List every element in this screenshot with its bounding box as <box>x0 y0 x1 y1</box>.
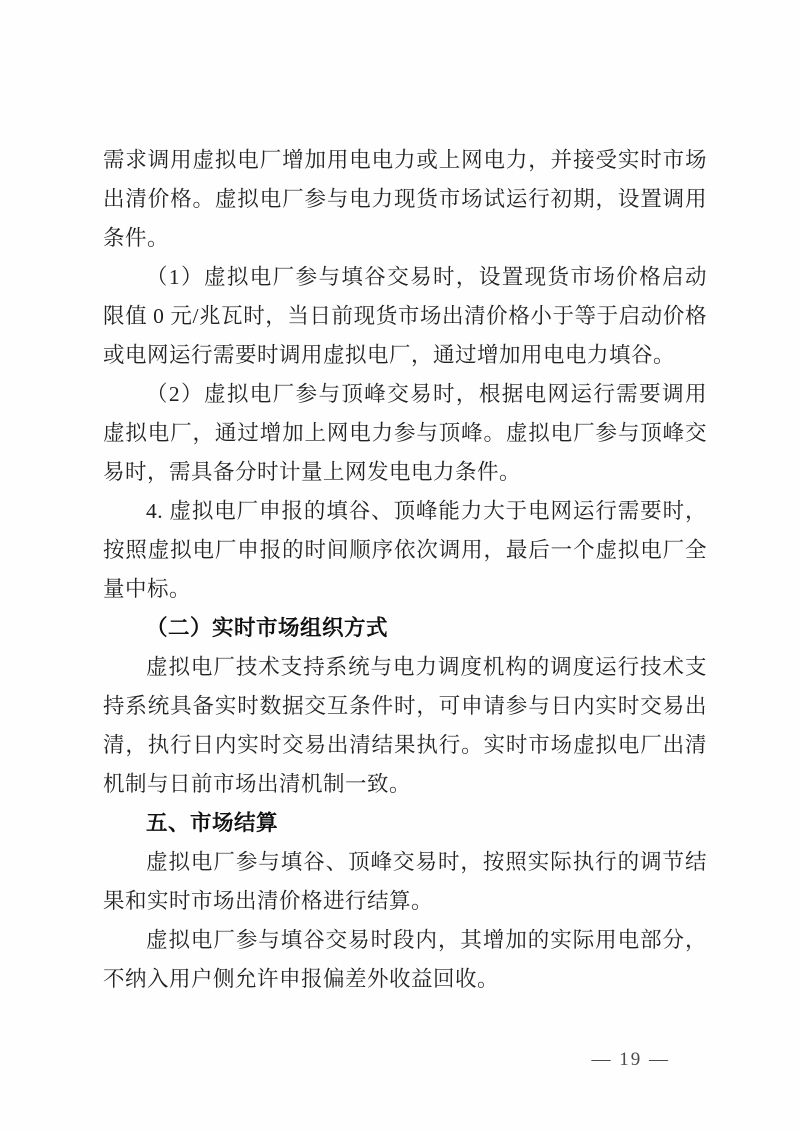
body-paragraph-realtime-market: 虚拟电厂技术支持系统与电力调度机构的调度运行技术支持系统具备实时数据交互条件时，可申请参与日内实时交易出清，执行日内实时交易出清结果执行。实时市场虚拟电厂出清机制与日前市场出清机制一致。 <box>103 655 707 796</box>
page-number: — 19 — <box>591 1049 670 1070</box>
body-paragraph-item-2: （2）虚拟电厂参与顶峰交易时，根据电网运行需要调用虚拟电厂，通过增加上网电力参与顶峰。虚拟电厂参与顶峰交易时，需具备分时计量上网发电电力条件。 <box>103 382 707 484</box>
body-paragraph-item-1: （1）虚拟电厂参与填谷交易时，设置现货市场价格启动限值 0 元/兆瓦时，当日前现货市场出清价格小于等于启动价格或电网运行需要时调用虚拟电厂，通过增加用电电力填谷。 <box>103 265 707 367</box>
document-body <box>103 141 707 999</box>
body-paragraph-settlement-1: 虚拟电厂参与填谷、顶峰交易时，按照实际执行的调节结果和实时市场出清价格进行结算。 <box>103 850 707 913</box>
body-paragraph-item-4: 4. 虚拟电厂申报的填谷、顶峰能力大于电网运行需要时，按照虚拟电厂申报的时间顺序依次调用，最后一个虚拟电厂全量中标。 <box>103 499 707 601</box>
section-heading-realtime-market: （二）实时市场组织方式 <box>146 616 389 640</box>
section-heading-market-settlement: 五、市场结算 <box>146 811 279 835</box>
body-paragraph-continuation: 需求调用虚拟电厂增加用电电力或上网电力，并接受实时市场出清价格。虚拟电厂参与电力现货市场试运行初期，设置调用条件。 <box>103 148 707 250</box>
body-paragraph-settlement-2: 虚拟电厂参与填谷交易时段内，其增加的实际用电部分，不纳入用户侧允许申报偏差外收益回收。 <box>103 928 707 991</box>
